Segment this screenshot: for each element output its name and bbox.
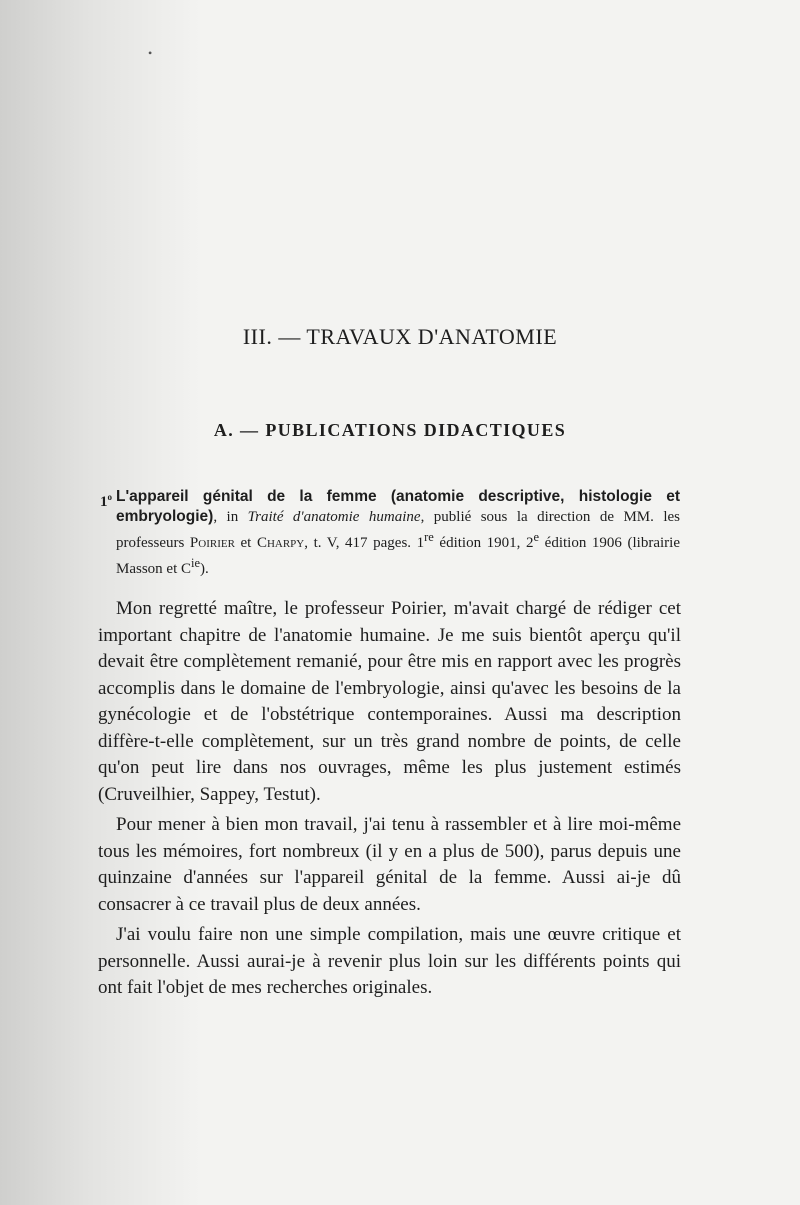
entry-title: L'appareil génital de la femme (anatomie descriptive, histologie et embryologie) (116, 488, 680, 525)
section-title: A. — PUBLICATIONS DIDACTIQUES (213, 420, 567, 440)
entry-body: L'appareil génital de la femme (anatomie descriptive, histologie et embryologie), in Traité d'anatomie humaine, publié sous la direction de MM. les professeurs Poirier et Charpy, t. V, 417 pages. 1re édition 1901, 2e édition 1906 (librairie Masson et $C^{ie}$). (116, 488, 680, 577)
paragraph-2: Pour mener à bien mon travail, j'ai tenu à rassembler et à lire moi-même tous les mémoires, fort nombreux (il y en a plus de 500), parus depuis une quinzaine d'années sur l'appareil génital de la femme. Aussi ai-je dû consacrer à ce travail plus de deux années. (98, 814, 681, 915)
entry-author-1: Poirier (189, 535, 235, 551)
entry-author-2: Charpy (256, 535, 305, 551)
entry-work-title: Traité d'anatomie humaine (247, 509, 421, 525)
chapter-title: III. — TRAVAUX D'ANATOMIE (242, 324, 558, 349)
speck-mark: • (148, 46, 153, 60)
paragraph-3: J'ai voulu faire non une simple compilation, mais une œuvre critique et personnelle. Aussi aurai-je à revenir plus loin sur les différents points qui ont fait l'objet de mes recherches originales. (98, 924, 681, 998)
entry-number: 1$^o$ (100, 492, 112, 510)
paragraph-1: Mon regretté maître, le professeur Poirier, m'avait chargé de rédiger cet important chapitre de l'anatomie humaine. Je me suis bientôt aperçu qu'il devait être complètement remanié, pour être mis en rapport avec les progrès accomplis dans le domaine de l'embryologie, ainsi qu'avec les besoins de la gynécologie et de l'obstétrique contemporaines. Aussi ma description diffère-t-elle complètement, sur un très grand nombre de points, de celle qu'on peut lire dans nos ouvrages, même les plus justement estimés (Cruveilhier, Sappey, Testut). (98, 598, 681, 805)
bibliography-entry (100, 487, 680, 579)
body-text (98, 596, 681, 1006)
